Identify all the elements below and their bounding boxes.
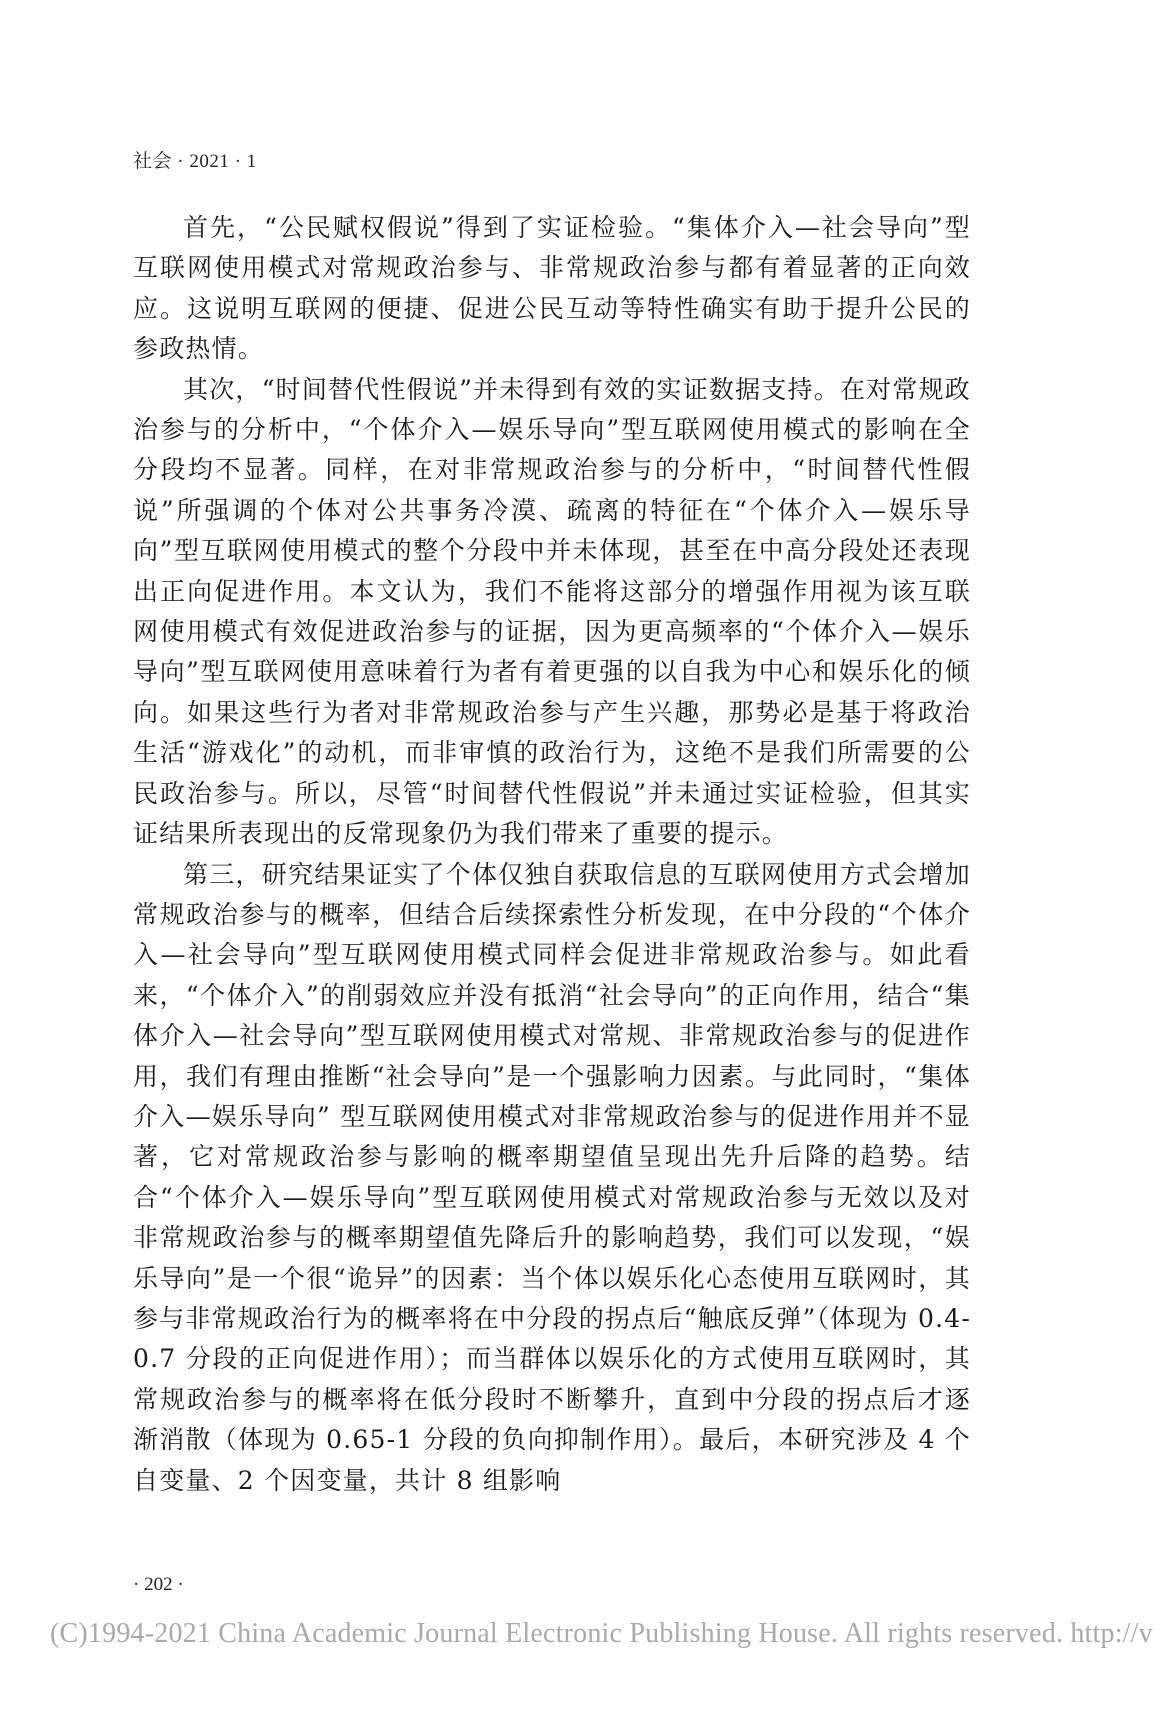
paragraph-1: 首先，“公民赋权假说”得到了实证检验。“集体介入—社会导向”型互联网使用模式对常规政治参与、非常规政治参与都有着显著的正向效应。这说明互联网的便捷、促进公民互动等特性确实有助于提升公民的参政热情。: [133, 213, 971, 364]
paragraph-2: 其次，“时间替代性假说”并未得到有效的实证数据支持。在对常规政治参与的分析中，“个体介入—娱乐导向”型互联网使用模式的影响在全分段均不显著。同样，在对非常规政治参与的分析中，“时间替代性假说”所强调的个体对公共事务冷漠、疏离的特征在“个体介入—娱乐导向”型互联网使用模式的整个分段中并未体现，甚至在中高分段处还表现出正向促进作用。本文认为，我们不能将这部分的增强作用视为该互联网使用模式有效促进政治参与的证据，因为更高频率的“个体介入—娱乐导向”型互联网使用意味着行为者有着更强的以自我为中心和娱乐化的倾向。如果这些行为者对非常规政治参与产生兴趣，那势必是基于将政治生活“游戏化”的动机，而非审慎的政治行为，这绝不是我们所需要的公民政治参与。所以，尽管“时间替代性假说”并未通过实证检验，但其实证结果所表现出的反常现象仍为我们带来了重要的提示。: [133, 374, 971, 849]
copyright-watermark: (C)1994-2021 China Academic Journal Electronic Publishing House. All rights reserved. http://v: [50, 1618, 1153, 1649]
page-number: · 202 ·: [133, 1574, 184, 1595]
article-body: [133, 208, 971, 1501]
running-header: 社会 · 2021 · 1: [133, 151, 257, 172]
paragraph-3: 第三，研究结果证实了个体仅独自获取信息的互联网使用方式会增加常规政治参与的概率，但结合后续探索性分析发现，在中分段的“个体介入—社会导向”型互联网使用模式同样会促进非常规政治参与。如此看来，“个体介入”的削弱效应并没有抵消“社会导向”的正向作用，结合“集体介入—社会导向”型互联网使用模式对常规、非常规政治参与的促进作用，我们有理由推断“社会导向”是一个强影响力因素。与此同时，“集体介入—娱乐导向” 型互联网使用模式对非常规政治参与的促进作用并不显著，它对常规政治参与影响的概率期望值呈现出先升后降的趋势。结合“个体介入—娱乐导向”型互联网使用模式对常规政治参与无效以及对非常规政治参与的概率期望值先降后升的影响趋势，我们可以发现，“娱乐导向”是一个很“诡异”的因素：当个体以娱乐化心态使用互联网时，其参与非常规政治行为的概率将在中分段的拐点后“触底反弹”（体现为 0.4-0.7 分段的正向促进作用）；而当群体以娱乐化的方式使用互联网时，其常规政治参与的概率将在低分段时不断攀升，直到中分段的拐点后才逐渐消散（体现为 0.65-1 分段的负向抑制作用）。最后，本研究涉及 4 个自变量、2 个因变量，共计 8 组影响: [133, 859, 971, 1495]
